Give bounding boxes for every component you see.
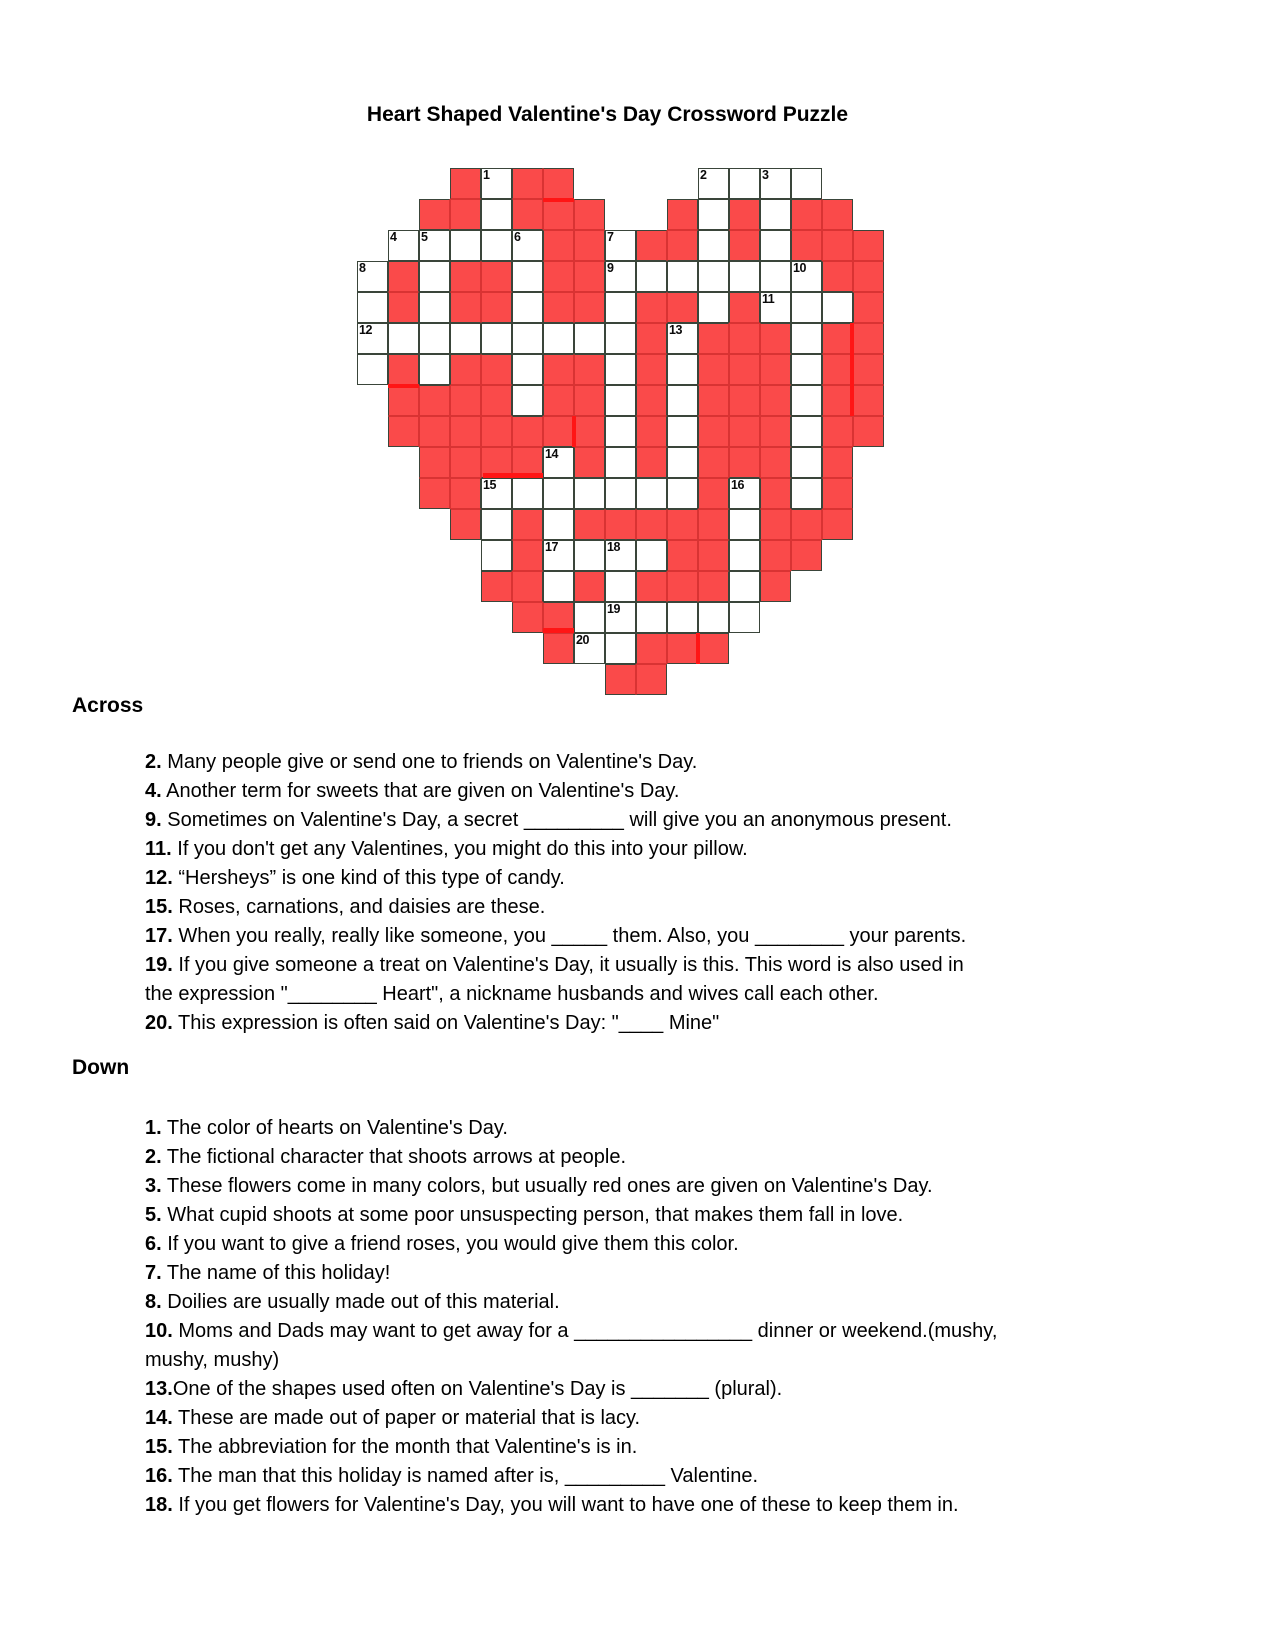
blocked-cell — [729, 323, 760, 354]
blocked-cell — [481, 416, 512, 447]
blocked-cell — [791, 230, 822, 261]
letter-cell — [543, 540, 574, 571]
blocked-cell — [760, 354, 791, 385]
letter-cell — [512, 323, 543, 354]
blocked-cell — [481, 571, 512, 602]
crossword-grid — [357, 168, 884, 695]
letter-cell — [729, 571, 760, 602]
letter-cell — [512, 478, 543, 509]
blocked-cell — [450, 509, 481, 540]
blocked-cell — [574, 509, 605, 540]
blocked-cell — [543, 292, 574, 323]
blocked-cell — [791, 540, 822, 571]
clue-number-label: 18. — [145, 1494, 173, 1516]
blocked-cell — [667, 230, 698, 261]
blocked-cell — [698, 509, 729, 540]
letter-cell — [729, 261, 760, 292]
across-clue-line: 12. “Hersheys” is one kind of this type of candy. — [145, 867, 565, 889]
blocked-cell — [698, 571, 729, 602]
letter-cell — [388, 323, 419, 354]
blocked-cell — [543, 633, 574, 664]
blocked-cell — [636, 292, 667, 323]
blocked-cell — [543, 416, 574, 447]
cell-number: 17 — [545, 540, 558, 554]
blocked-cell — [822, 230, 853, 261]
letter-cell — [698, 602, 729, 633]
down-clue-line: 8. Doilies are usually made out of this material. — [145, 1291, 560, 1313]
cell-number: 19 — [607, 602, 620, 616]
blocked-cell — [822, 447, 853, 478]
across-clue-line: 2. Many people give or send one to friends on Valentine's Day. — [145, 751, 698, 773]
blocked-cell — [822, 385, 853, 416]
down-clue-line: 14. These are made out of paper or material that is lacy. — [145, 1407, 641, 1429]
blocked-cell — [760, 540, 791, 571]
letter-cell — [481, 168, 512, 199]
blocked-cell — [760, 571, 791, 602]
red-line-artifact — [483, 473, 543, 478]
letter-cell — [636, 602, 667, 633]
blocked-cell — [512, 509, 543, 540]
blocked-cell — [636, 509, 667, 540]
letter-cell — [791, 261, 822, 292]
letter-cell — [419, 230, 450, 261]
across-clue-line: 20. This expression is often said on Valentine's Day: "____ Mine" — [145, 1012, 720, 1034]
letter-cell — [791, 478, 822, 509]
blocked-cell — [822, 478, 853, 509]
blocked-cell — [450, 416, 481, 447]
cell-number: 18 — [607, 540, 620, 554]
blocked-cell — [698, 540, 729, 571]
blocked-cell — [853, 416, 884, 447]
blocked-cell — [822, 416, 853, 447]
blocked-cell — [388, 354, 419, 385]
blocked-cell — [543, 199, 574, 230]
letter-cell — [543, 323, 574, 354]
down-clue-line: 5. What cupid shoots at some poor unsuspecting person, that makes them fall in love. — [145, 1204, 904, 1226]
blocked-cell — [388, 292, 419, 323]
blocked-cell — [636, 323, 667, 354]
letter-cell — [574, 323, 605, 354]
down-clue-line: 18. If you get flowers for Valentine's Day, you will want to have one of these to keep them in. — [145, 1494, 959, 1516]
letter-cell — [512, 261, 543, 292]
blocked-cell — [729, 416, 760, 447]
blocked-cell — [822, 199, 853, 230]
blocked-cell — [574, 199, 605, 230]
across-clue-line: 9. Sometimes on Valentine's Day, a secret _________ will give you an anonymous present. — [145, 809, 952, 831]
clue-number-label: 8. — [145, 1291, 162, 1313]
cell-number: 2 — [700, 168, 707, 182]
blocked-cell — [636, 230, 667, 261]
letter-cell — [357, 261, 388, 292]
blocked-cell — [450, 385, 481, 416]
red-line-artifact — [543, 198, 574, 202]
clue-number-label: 2. — [145, 1146, 162, 1168]
blocked-cell — [822, 261, 853, 292]
blocked-cell — [729, 199, 760, 230]
clue-number-label: 4. — [145, 780, 162, 802]
clue-number-label: 17. — [145, 925, 173, 947]
blocked-cell — [481, 354, 512, 385]
blocked-cell — [698, 354, 729, 385]
letter-cell — [605, 323, 636, 354]
letter-cell — [667, 478, 698, 509]
letter-cell — [450, 230, 481, 261]
cell-number: 13 — [669, 323, 682, 337]
blocked-cell — [512, 168, 543, 199]
letter-cell — [605, 416, 636, 447]
blocked-cell — [512, 199, 543, 230]
clue-number-label: 19. — [145, 954, 173, 976]
blocked-cell — [450, 447, 481, 478]
clue-number-label: 14. — [145, 1407, 173, 1429]
blocked-cell — [574, 230, 605, 261]
blocked-cell — [574, 354, 605, 385]
letter-cell — [481, 199, 512, 230]
blocked-cell — [543, 168, 574, 199]
down-clue-line: 16. The man that this holiday is named after is, _________ Valentine. — [145, 1465, 758, 1487]
letter-cell — [574, 602, 605, 633]
blocked-cell — [698, 633, 729, 664]
down-clue-line: 10. Moms and Dads may want to get away for a ________________ dinner or weekend.(mushy, — [145, 1320, 998, 1342]
down-clue-line: 7. The name of this holiday! — [145, 1262, 391, 1284]
blocked-cell — [388, 385, 419, 416]
letter-cell — [605, 633, 636, 664]
blocked-cell — [512, 571, 543, 602]
letter-cell — [512, 292, 543, 323]
cell-number: 5 — [421, 230, 428, 244]
letter-cell — [791, 447, 822, 478]
blocked-cell — [729, 447, 760, 478]
blocked-cell — [512, 416, 543, 447]
blocked-cell — [822, 509, 853, 540]
blocked-cell — [760, 416, 791, 447]
blocked-cell — [543, 261, 574, 292]
clue-number-label: 20. — [145, 1012, 173, 1034]
blocked-cell — [605, 664, 636, 695]
blocked-cell — [419, 416, 450, 447]
red-line-artifact — [388, 384, 419, 388]
clue-number-label: 13. — [145, 1378, 173, 1400]
blocked-cell — [574, 571, 605, 602]
letter-cell — [760, 230, 791, 261]
letter-cell — [791, 168, 822, 199]
clue-number-label: 1. — [145, 1117, 162, 1139]
letter-cell — [822, 292, 853, 323]
blocked-cell — [481, 385, 512, 416]
letter-cell — [481, 509, 512, 540]
letter-cell — [760, 292, 791, 323]
down-clue-line: 6. If you want to give a friend roses, you would give them this color. — [145, 1233, 739, 1255]
letter-cell — [729, 478, 760, 509]
letter-cell — [698, 230, 729, 261]
blocked-cell — [574, 416, 605, 447]
clue-number-label: 9. — [145, 809, 162, 831]
down-clue-list — [145, 1114, 997, 1520]
cell-number: 10 — [793, 261, 806, 275]
cell-number: 4 — [390, 230, 397, 244]
blocked-cell — [636, 416, 667, 447]
letter-cell — [481, 540, 512, 571]
blocked-cell — [636, 633, 667, 664]
blocked-cell — [574, 292, 605, 323]
blocked-cell — [760, 447, 791, 478]
letter-cell — [605, 447, 636, 478]
cell-number: 16 — [731, 478, 744, 492]
blocked-cell — [419, 447, 450, 478]
blocked-cell — [450, 478, 481, 509]
down-clue-line: 2. The fictional character that shoots arrows at people. — [145, 1146, 627, 1168]
clue-number-label: 6. — [145, 1233, 162, 1255]
across-clue-line: the expression "________ Heart", a nickname husbands and wives call each other. — [145, 983, 879, 1005]
page-title: Heart Shaped Valentine's Day Crossword Puzzle — [366, 103, 849, 126]
letter-cell — [667, 323, 698, 354]
across-heading: Across — [72, 694, 144, 717]
down-clue-line: mushy, mushy) — [145, 1349, 280, 1371]
letter-cell — [481, 478, 512, 509]
letter-cell — [729, 540, 760, 571]
letter-cell — [667, 261, 698, 292]
blocked-cell — [574, 261, 605, 292]
letter-cell — [667, 447, 698, 478]
letter-cell — [791, 354, 822, 385]
cell-number: 20 — [576, 633, 589, 647]
letter-cell — [698, 199, 729, 230]
across-clue-line: 11. If you don't get any Valentines, you might do this into your pillow. — [145, 838, 748, 860]
blocked-cell — [543, 354, 574, 385]
letter-cell — [605, 292, 636, 323]
letter-cell — [419, 261, 450, 292]
blocked-cell — [667, 633, 698, 664]
across-clue-list — [145, 748, 966, 1038]
blocked-cell — [574, 447, 605, 478]
down-clue-line: 3. These flowers come in many colors, but usually red ones are given on Valentine's Day. — [145, 1175, 933, 1197]
clue-number-label: 15. — [145, 896, 173, 918]
letter-cell — [636, 540, 667, 571]
letter-cell — [667, 354, 698, 385]
cell-number: 6 — [514, 230, 521, 244]
letter-cell — [729, 168, 760, 199]
letter-cell — [574, 540, 605, 571]
letter-cell — [512, 230, 543, 261]
cell-number: 7 — [607, 230, 614, 244]
letter-cell — [698, 292, 729, 323]
letter-cell — [667, 602, 698, 633]
blocked-cell — [419, 199, 450, 230]
cell-number: 3 — [762, 168, 769, 182]
letter-cell — [698, 261, 729, 292]
blocked-cell — [729, 385, 760, 416]
letter-cell — [605, 602, 636, 633]
blocked-cell — [450, 168, 481, 199]
blocked-cell — [543, 230, 574, 261]
blocked-cell — [450, 199, 481, 230]
clue-number-label: 5. — [145, 1204, 162, 1226]
letter-cell — [357, 292, 388, 323]
letter-cell — [605, 230, 636, 261]
red-line-artifact — [572, 416, 576, 447]
blocked-cell — [388, 261, 419, 292]
down-clue-line: 13.One of the shapes used often on Valentine's Day is _______ (plural). — [145, 1378, 783, 1400]
blocked-cell — [388, 416, 419, 447]
blocked-cell — [853, 230, 884, 261]
letter-cell — [791, 416, 822, 447]
letter-cell — [481, 323, 512, 354]
down-heading: Down — [72, 1056, 130, 1079]
letter-cell — [667, 416, 698, 447]
letter-cell — [791, 292, 822, 323]
blocked-cell — [450, 354, 481, 385]
blocked-cell — [853, 323, 884, 354]
blocked-cell — [698, 416, 729, 447]
blocked-cell — [667, 199, 698, 230]
letter-cell — [729, 509, 760, 540]
blocked-cell — [636, 664, 667, 695]
blocked-cell — [822, 354, 853, 385]
blocked-cell — [419, 385, 450, 416]
blocked-cell — [760, 323, 791, 354]
down-clue-line: 1. The color of hearts on Valentine's Day. — [145, 1117, 508, 1139]
cell-number: 15 — [483, 478, 496, 492]
blocked-cell — [791, 199, 822, 230]
letter-cell — [481, 230, 512, 261]
blocked-cell — [698, 385, 729, 416]
blocked-cell — [853, 385, 884, 416]
letter-cell — [419, 292, 450, 323]
letter-cell — [760, 261, 791, 292]
blocked-cell — [636, 447, 667, 478]
blocked-cell — [760, 509, 791, 540]
blocked-cell — [512, 540, 543, 571]
letter-cell — [543, 509, 574, 540]
letter-cell — [760, 168, 791, 199]
blocked-cell — [636, 385, 667, 416]
letter-cell — [574, 633, 605, 664]
letter-cell — [636, 478, 667, 509]
blocked-cell — [450, 261, 481, 292]
blocked-cell — [760, 385, 791, 416]
cell-number: 14 — [545, 447, 558, 461]
blocked-cell — [574, 385, 605, 416]
letter-cell — [512, 385, 543, 416]
blocked-cell — [822, 323, 853, 354]
letter-cell — [357, 323, 388, 354]
clue-number-label: 2. — [145, 751, 162, 773]
blocked-cell — [667, 292, 698, 323]
blocked-cell — [698, 323, 729, 354]
letter-cell — [357, 354, 388, 385]
cell-number: 12 — [359, 323, 372, 337]
blocked-cell — [636, 354, 667, 385]
clue-number-label: 3. — [145, 1175, 162, 1197]
letter-cell — [791, 323, 822, 354]
clue-number-label: 15. — [145, 1436, 173, 1458]
letter-cell — [450, 323, 481, 354]
letter-cell — [605, 261, 636, 292]
blocked-cell — [853, 354, 884, 385]
letter-cell — [543, 571, 574, 602]
blocked-cell — [667, 571, 698, 602]
blocked-cell — [729, 292, 760, 323]
letter-cell — [791, 385, 822, 416]
red-line-artifact — [543, 628, 574, 633]
letter-cell — [667, 385, 698, 416]
blocked-cell — [698, 478, 729, 509]
blocked-cell — [729, 354, 760, 385]
cell-number: 8 — [359, 261, 366, 275]
across-clue-line: 19. If you give someone a treat on Valentine's Day, it usually is this. This word is also used in — [145, 954, 964, 976]
blocked-cell — [605, 509, 636, 540]
across-clue-line: 15. Roses, carnations, and daisies are these. — [145, 896, 546, 918]
cell-number: 11 — [762, 292, 775, 306]
blocked-cell — [419, 478, 450, 509]
clue-number-label: 11. — [145, 838, 172, 860]
down-clue-line: 15. The abbreviation for the month that Valentine's is in. — [145, 1436, 638, 1458]
blocked-cell — [512, 602, 543, 633]
cell-number: 1 — [483, 168, 490, 182]
clue-number-label: 7. — [145, 1262, 162, 1284]
blocked-cell — [667, 509, 698, 540]
clue-number-label: 16. — [145, 1465, 173, 1487]
letter-cell — [698, 168, 729, 199]
cell-number: 9 — [607, 261, 614, 275]
red-line-artifact — [850, 323, 854, 416]
letter-cell — [419, 354, 450, 385]
blocked-cell — [853, 261, 884, 292]
clue-number-label: 12. — [145, 867, 173, 889]
blocked-cell — [481, 292, 512, 323]
letter-cell — [605, 571, 636, 602]
letter-cell — [605, 478, 636, 509]
letter-cell — [605, 385, 636, 416]
letter-cell — [543, 478, 574, 509]
letter-cell — [636, 261, 667, 292]
letter-cell — [760, 199, 791, 230]
blocked-cell — [636, 571, 667, 602]
across-clue-line: 4. Another term for sweets that are given on Valentine's Day. — [145, 780, 680, 802]
across-clue-line: 17. When you really, really like someone, you _____ them. Also, you ________ your parents. — [145, 925, 967, 947]
clue-number-label: 10. — [145, 1320, 173, 1342]
letter-cell — [512, 354, 543, 385]
blocked-cell — [729, 230, 760, 261]
blocked-cell — [698, 447, 729, 478]
blocked-cell — [543, 385, 574, 416]
blocked-cell — [760, 478, 791, 509]
blocked-cell — [667, 540, 698, 571]
letter-cell — [605, 540, 636, 571]
red-line-artifact — [696, 633, 700, 664]
blocked-cell — [853, 292, 884, 323]
blocked-cell — [450, 292, 481, 323]
blocked-cell — [481, 261, 512, 292]
letter-cell — [729, 602, 760, 633]
letter-cell — [388, 230, 419, 261]
letter-cell — [419, 323, 450, 354]
letter-cell — [543, 447, 574, 478]
blocked-cell — [791, 509, 822, 540]
letter-cell — [574, 478, 605, 509]
letter-cell — [605, 354, 636, 385]
